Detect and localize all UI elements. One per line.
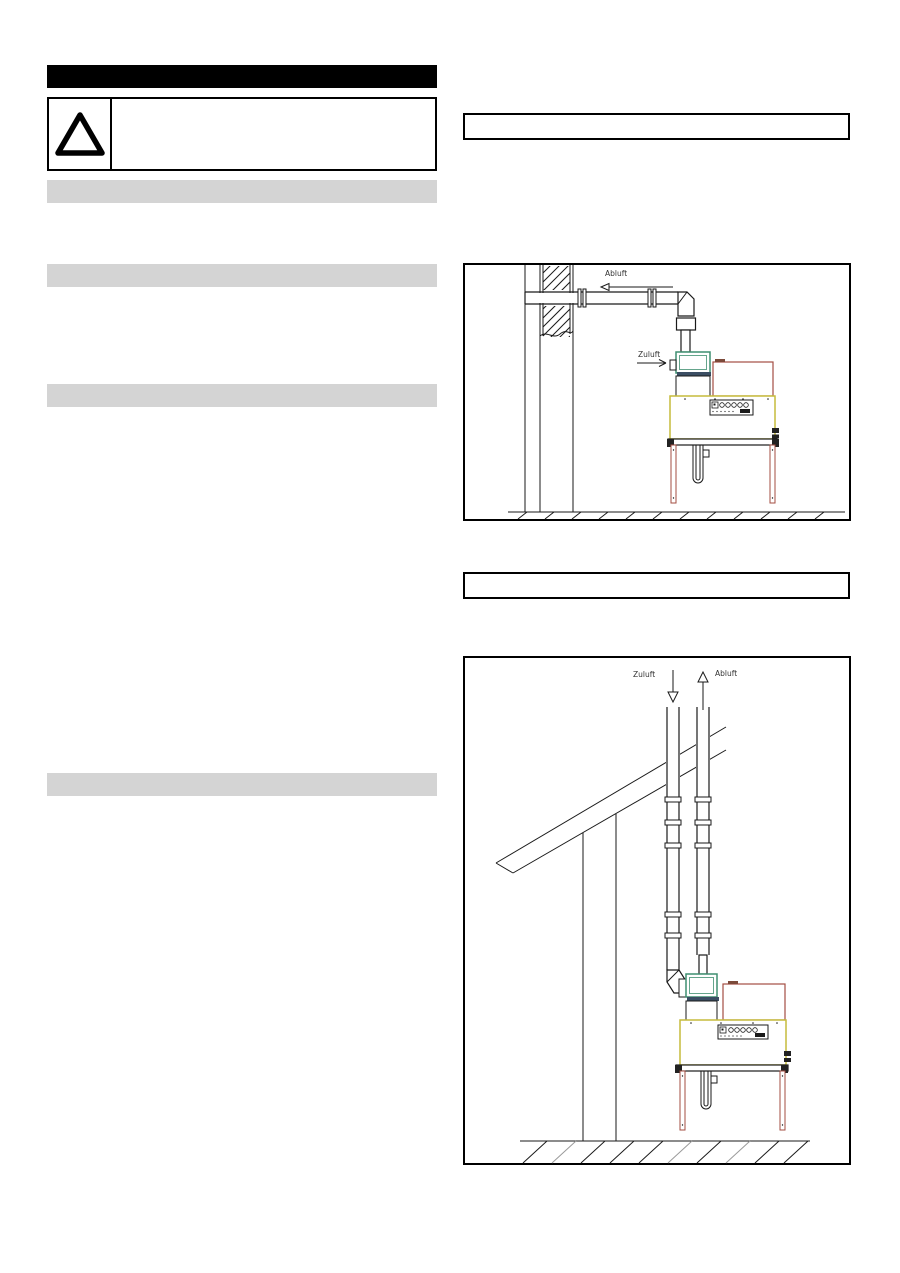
floor	[520, 1141, 810, 1163]
base-frame	[668, 439, 777, 445]
drain-trap	[701, 1071, 717, 1109]
zuluft-elbow	[667, 970, 686, 997]
down-arrowhead	[668, 692, 678, 702]
warning-text	[112, 99, 435, 169]
abluft-label: Abluft	[715, 669, 738, 678]
inlet-flange	[679, 979, 686, 997]
abluft-label: Abluft	[605, 269, 628, 278]
control-panel	[710, 400, 753, 415]
panel-display	[755, 1033, 765, 1037]
navy-band	[677, 372, 711, 376]
abluft-annotation	[698, 669, 737, 710]
upper-cabinet	[723, 984, 785, 1020]
diagram-frame	[464, 657, 850, 1164]
floor	[508, 512, 845, 519]
diagram-roof-vent-svg	[463, 656, 851, 1165]
zuluft-annotation	[637, 350, 666, 367]
duct-elbow	[678, 292, 694, 316]
diagram-roof-vent	[463, 656, 851, 1165]
section-bar-1	[47, 180, 437, 203]
panel-display	[740, 409, 750, 413]
caption-box-2	[463, 572, 850, 599]
legs	[680, 1071, 785, 1130]
cabinet-tab	[715, 359, 725, 362]
side-fitting-1	[784, 1051, 791, 1056]
abluft-arrowhead	[601, 284, 609, 291]
control-panel	[718, 1025, 768, 1039]
side-fitting-2	[784, 1058, 791, 1062]
section-bar-4	[47, 773, 437, 796]
warning-icon-cell	[49, 99, 112, 169]
abluft-adapter	[699, 955, 707, 974]
duct-adapter	[677, 318, 696, 330]
abluft-annotation	[601, 269, 673, 291]
diagram-wall-vent-svg	[463, 263, 851, 521]
zuluft-label: Zuluft	[633, 670, 656, 679]
legs	[671, 445, 775, 503]
warning-box	[47, 97, 437, 171]
air-inlet-flange	[670, 360, 676, 370]
wall-hatch	[543, 263, 570, 363]
zuluft-label: Zuluft	[638, 350, 661, 359]
appliance	[667, 352, 779, 503]
section-bar-2	[47, 264, 437, 287]
section-bar-3	[47, 384, 437, 407]
upper-cabinet	[713, 362, 773, 396]
up-arrowhead	[698, 672, 708, 682]
exhaust-duct	[525, 289, 696, 352]
warning-triangle-icon	[54, 110, 106, 158]
zuluft-annotation	[633, 670, 678, 702]
drain-trap	[693, 445, 709, 483]
side-fitting-1	[772, 428, 779, 433]
cabinet-tab	[728, 981, 738, 984]
plenum	[686, 1001, 717, 1020]
wall-studs	[583, 814, 616, 1141]
navy-band	[687, 997, 719, 1001]
diagram-wall-vent	[463, 263, 851, 521]
roof	[496, 727, 726, 873]
section-title-bar	[47, 65, 437, 88]
caption-box-1	[463, 113, 850, 140]
appliance	[675, 974, 791, 1130]
duct-riser	[681, 330, 690, 352]
plenum	[676, 376, 710, 396]
base-frame	[676, 1065, 788, 1071]
side-fitting-2	[772, 435, 779, 439]
